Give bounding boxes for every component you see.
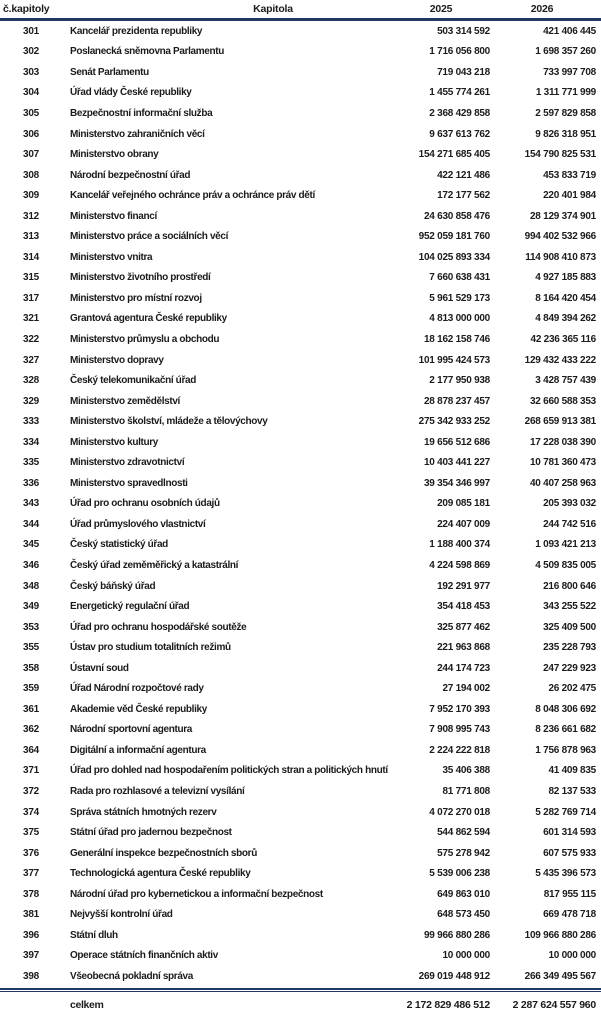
chapter-number-cell: 302 (22, 46, 40, 58)
amount-2025-cell: 24 630 858 476 (423, 210, 490, 222)
amount-2025-cell: 209 085 181 (437, 498, 490, 510)
amount-2025-cell: 648 573 450 (437, 909, 490, 921)
table-row (0, 535, 601, 556)
chapter-name-cell: Ministerstvo práce a sociálních věcí (70, 231, 229, 243)
amount-2026-cell: 453 833 719 (543, 169, 596, 181)
chapter-number-cell: 378 (22, 888, 40, 900)
amount-2026-cell: 32 660 588 353 (529, 395, 596, 407)
amount-2026-cell: 607 575 933 (543, 847, 596, 859)
amount-2026-cell: 1 093 421 213 (535, 539, 596, 551)
amount-2025-cell: 649 863 010 (437, 888, 490, 900)
chapter-number-cell: 334 (22, 436, 40, 448)
chapter-name-cell: Český úřad zeměměřický a katastrální (70, 559, 239, 571)
amount-2026-cell: 2 597 829 858 (535, 107, 596, 119)
amount-2025-cell: 9 637 613 762 (429, 128, 490, 140)
amount-2026-cell: 82 137 533 (548, 786, 596, 797)
table-header-row (0, 0, 601, 18)
chapter-name-cell: Ministerstvo zahraničních věcí (70, 128, 205, 140)
amount-2025-cell: 7 908 995 743 (429, 724, 490, 736)
chapter-name-cell: Kancelář prezidenta republiky (70, 25, 203, 37)
amount-2025-cell: 104 025 893 334 (418, 251, 490, 263)
chapter-name-cell: Ústav pro studium totalitních režimů (70, 642, 231, 654)
table-row (0, 925, 601, 946)
amount-2025-cell: 719 043 218 (437, 66, 490, 78)
chapter-name-cell: Technologická agentura České republiky (70, 868, 251, 880)
chapter-name-cell: Úřad Národní rozpočtové rady (70, 683, 204, 695)
amount-2025-cell: 503 314 592 (437, 25, 490, 37)
amount-2025-cell: 81 771 808 (442, 786, 490, 797)
table-body (0, 21, 601, 987)
amount-2025-cell: 544 862 594 (437, 827, 490, 839)
chapter-number-cell: 333 (22, 416, 40, 428)
chapter-name-cell: Ministerstvo zemědělství (70, 395, 180, 407)
table-row (0, 329, 601, 350)
chapter-name-cell: Poslanecká sněmovna Parlamentu (70, 46, 225, 58)
amount-2025-cell: 1 188 400 374 (429, 539, 490, 551)
table-row (0, 822, 601, 843)
table-row (0, 226, 601, 247)
amount-2025-cell: 269 019 448 912 (418, 970, 490, 982)
chapter-name-cell: Generální inspekce bezpečnostních sborů (70, 847, 257, 859)
total-label: celkem (70, 999, 104, 1012)
table-row (0, 884, 601, 905)
chapter-name-cell: Ministerstvo školství, mládeže a tělovýchovy (70, 416, 268, 428)
amount-2025-cell: 952 059 181 760 (418, 231, 490, 243)
amount-2025-cell: 1 455 774 261 (429, 87, 490, 99)
table-row (0, 42, 601, 63)
amount-2026-cell: 266 349 495 567 (524, 970, 596, 982)
amount-2026-cell: 4 509 835 005 (535, 559, 596, 571)
chapter-name-cell: Ministerstvo zdravotnictví (70, 457, 185, 469)
amount-2026-cell: 28 129 374 901 (529, 210, 596, 222)
amount-2025-cell: 192 291 977 (437, 580, 490, 592)
chapter-number-cell: 372 (22, 786, 40, 797)
amount-2026-cell: 669 478 718 (543, 909, 596, 921)
amount-2026-cell: 1 698 357 260 (535, 46, 596, 58)
amount-2025-cell: 10 403 441 227 (423, 457, 490, 469)
chapter-name-cell: Operace státních finančních aktiv (70, 950, 218, 962)
amount-2026-cell: 1 756 878 963 (535, 744, 596, 756)
chapter-number-cell: 376 (22, 847, 40, 859)
amount-2025-cell: 275 342 933 252 (418, 416, 490, 428)
amount-2026-cell: 26 202 475 (548, 683, 596, 695)
chapter-number-cell: 317 (22, 292, 40, 304)
chapter-number-cell: 336 (22, 477, 40, 489)
chapter-name-cell: Český statistický úřad (70, 539, 168, 551)
table-row (0, 206, 601, 227)
chapter-name-cell: Akademie věd České republiky (70, 703, 207, 715)
table-row (0, 617, 601, 638)
amount-2025-cell: 575 278 942 (437, 847, 490, 859)
chapter-number-cell: 362 (22, 724, 40, 736)
amount-2026-cell: 5 282 769 714 (535, 806, 596, 818)
chapter-name-cell: Správa státních hmotných rezerv (70, 806, 217, 818)
amount-2026-cell: 17 228 038 390 (529, 436, 596, 448)
table-row (0, 144, 601, 165)
amount-2026-cell: 220 401 984 (543, 190, 596, 202)
amount-2025-cell: 221 963 868 (437, 642, 490, 654)
chapter-number-cell: 353 (22, 621, 40, 633)
amount-2026-cell: 41 409 835 (548, 765, 596, 777)
chapter-name-cell: Úřad pro dohled nad hospodařením politických stran a politických hnutí (70, 765, 388, 777)
table-row (0, 740, 601, 761)
chapter-number-cell: 321 (22, 313, 40, 325)
chapter-number-cell: 381 (22, 909, 40, 921)
amount-2025-cell: 19 656 512 686 (423, 436, 490, 448)
chapter-name-cell: Úřad vlády České republiky (70, 87, 192, 99)
amount-2025-cell: 39 354 346 997 (423, 477, 490, 489)
amount-2026-cell: 109 966 880 286 (524, 929, 596, 941)
table-row (0, 720, 601, 741)
chapter-number-cell: 377 (22, 868, 40, 880)
chapter-number-cell: 361 (22, 703, 40, 715)
chapter-name-cell: Ministerstvo obrany (70, 149, 159, 161)
amount-2025-cell: 10 000 000 (442, 950, 490, 962)
table-row (0, 124, 601, 145)
table-row (0, 802, 601, 823)
chapter-number-cell: 308 (22, 169, 40, 181)
amount-2025-cell: 4 813 000 000 (429, 313, 490, 325)
table-row (0, 843, 601, 864)
amount-2026-cell: 268 659 913 381 (524, 416, 596, 428)
chapter-name-cell: Český báňský úřad (70, 580, 156, 592)
chapter-number-cell: 348 (22, 580, 40, 592)
chapter-number-cell: 303 (22, 66, 40, 78)
chapter-number-cell: 305 (22, 107, 40, 119)
amount-2026-cell: 114 908 410 873 (525, 251, 596, 263)
table-row (0, 658, 601, 679)
amount-2025-cell: 5 539 006 238 (429, 868, 490, 880)
amount-2025-cell: 99 966 880 286 (423, 929, 490, 941)
chapter-name-cell: Státní úřad pro jadernou bezpečnost (70, 827, 232, 839)
chapter-number-cell: 397 (22, 950, 40, 962)
chapter-name-cell: Rada pro rozhlasové a televizní vysílání (70, 786, 245, 797)
chapter-number-cell: 371 (22, 765, 40, 777)
chapter-number-cell: 301 (22, 25, 40, 37)
table-row (0, 411, 601, 432)
chapter-name-cell: Ministerstvo spravedlnosti (70, 477, 188, 489)
amount-2025-cell: 325 877 462 (437, 621, 490, 633)
amount-2026-cell: 129 432 433 222 (524, 354, 596, 366)
table-row (0, 165, 601, 186)
amount-2025-cell: 4 224 598 869 (429, 559, 490, 571)
amount-2026-cell: 10 000 000 (548, 950, 596, 962)
amount-2025-cell: 354 418 453 (437, 601, 490, 613)
table-row (0, 905, 601, 926)
amount-2026-cell: 1 311 771 999 (535, 87, 596, 99)
chapter-number-cell: 375 (22, 827, 40, 839)
amount-2026-cell: 5 435 396 573 (535, 868, 596, 880)
amount-2026-cell: 8 048 306 692 (535, 703, 596, 715)
total-row (0, 992, 601, 1018)
amount-2026-cell: 325 409 500 (543, 621, 596, 633)
chapter-name-cell: Úřad pro ochranu osobních údajů (70, 498, 220, 510)
table-row (0, 370, 601, 391)
amount-2026-cell: 154 790 825 531 (524, 149, 596, 161)
chapter-number-cell: 313 (22, 231, 40, 243)
chapter-number-cell: 359 (22, 683, 40, 695)
amount-2026-cell: 216 800 646 (543, 580, 596, 592)
table-row (0, 699, 601, 720)
amount-2026-cell: 421 406 445 (543, 25, 596, 37)
table-row (0, 21, 601, 42)
chapter-name-cell: Ministerstvo průmyslu a obchodu (70, 333, 220, 345)
chapter-number-cell: 358 (22, 662, 40, 674)
table-row (0, 288, 601, 309)
chapter-number-cell: 306 (22, 128, 40, 140)
chapter-number-cell: 346 (22, 559, 40, 571)
amount-2026-cell: 9 826 318 951 (535, 128, 596, 140)
chapter-name-cell: Ministerstvo vnitra (70, 251, 153, 263)
chapter-number-cell: 314 (22, 251, 40, 263)
chapter-number-cell: 329 (22, 395, 40, 407)
amount-2025-cell: 7 660 638 431 (429, 272, 490, 284)
amount-2026-cell: 994 402 532 966 (524, 231, 596, 243)
table-row (0, 946, 601, 967)
table-row (0, 781, 601, 802)
chapter-name-cell: Ústavní soud (70, 662, 129, 674)
chapter-number-cell: 355 (22, 642, 40, 654)
table-row (0, 391, 601, 412)
amount-2025-cell: 2 224 222 818 (429, 744, 490, 756)
table-row (0, 761, 601, 782)
chapter-name-cell: Grantová agentura České republiky (70, 313, 227, 325)
amount-2025-cell: 2 368 429 858 (429, 107, 490, 119)
chapter-name-cell: Digitální a informační agentura (70, 744, 206, 756)
table-row (0, 83, 601, 104)
amount-2026-cell: 4 849 394 262 (535, 313, 596, 325)
chapter-number-cell: 396 (22, 929, 40, 941)
amount-2026-cell: 235 228 793 (543, 642, 596, 654)
chapter-name-cell: Národní bezpečnostní úřad (70, 169, 191, 181)
amount-2025-cell: 2 177 950 938 (429, 375, 490, 387)
total-amount-2025: 2 172 829 486 512 (406, 999, 490, 1012)
chapter-name-cell: Národní úřad pro kybernetickou a informační bezpečnost (70, 888, 323, 900)
amount-2025-cell: 101 995 424 573 (418, 354, 490, 366)
chapter-number-cell: 349 (22, 601, 40, 613)
chapter-name-cell: Energetický regulační úřad (70, 601, 190, 613)
chapter-number-cell: 304 (22, 87, 40, 99)
amount-2025-cell: 4 072 270 018 (429, 806, 490, 818)
total-amount-2026: 2 287 624 557 960 (512, 999, 596, 1012)
amount-2026-cell: 10 781 360 473 (529, 457, 596, 469)
table-row (0, 494, 601, 515)
chapter-number-cell: 344 (22, 518, 40, 530)
chapter-number-cell: 309 (22, 190, 40, 202)
table-row (0, 473, 601, 494)
chapter-name-cell: Státní dluh (70, 929, 118, 941)
table-row (0, 268, 601, 289)
amount-2025-cell: 28 878 237 457 (423, 395, 490, 407)
chapter-name-cell: Všeobecná pokladní správa (70, 970, 193, 982)
chapter-name-cell: Ministerstvo financí (70, 210, 157, 222)
amount-2025-cell: 172 177 562 (437, 190, 490, 202)
chapter-number-cell: 345 (22, 539, 40, 551)
amount-2026-cell: 817 955 115 (543, 888, 596, 900)
table-row (0, 555, 601, 576)
amount-2026-cell: 8 236 661 682 (535, 724, 596, 736)
amount-2026-cell: 4 927 185 883 (535, 272, 596, 284)
table-row (0, 309, 601, 330)
chapter-number-cell: 374 (22, 806, 40, 818)
amount-2025-cell: 422 121 486 (437, 169, 490, 181)
amount-2025-cell: 154 271 685 405 (418, 149, 490, 161)
chapter-number-cell: 343 (22, 498, 40, 510)
amount-2025-cell: 18 162 158 746 (423, 333, 490, 345)
amount-2026-cell: 733 997 708 (543, 66, 596, 78)
chapter-name-cell: Bezpečnostní informační služba (70, 107, 213, 119)
chapter-number-cell: 328 (22, 375, 40, 387)
chapter-number-cell: 322 (22, 333, 40, 345)
chapter-number-cell: 312 (22, 210, 40, 222)
table-row (0, 514, 601, 535)
amount-2026-cell: 40 407 258 963 (529, 477, 596, 489)
amount-2026-cell: 205 393 032 (543, 498, 596, 510)
header-chapter-number: č.kapitoly (3, 3, 50, 15)
chapter-number-cell: 398 (22, 970, 40, 982)
amount-2025-cell: 35 406 388 (442, 765, 490, 777)
amount-2025-cell: 7 952 170 393 (429, 703, 490, 715)
header-year-2026: 2026 (530, 3, 554, 15)
amount-2026-cell: 244 742 516 (543, 518, 596, 530)
table-row (0, 350, 601, 371)
chapter-name-cell: Ministerstvo dopravy (70, 354, 164, 366)
table-row (0, 863, 601, 884)
table-row (0, 432, 601, 453)
chapter-name-cell: Ministerstvo pro místní rozvoj (70, 292, 202, 304)
chapter-name-cell: Ministerstvo kultury (70, 436, 159, 448)
table-row (0, 576, 601, 597)
header-chapter-name: Kapitola (253, 3, 293, 15)
chapter-number-cell: 364 (22, 744, 40, 756)
table-row (0, 452, 601, 473)
table-row (0, 966, 601, 987)
table-row (0, 103, 601, 124)
chapter-name-cell: Kancelář veřejného ochránce práv a ochránce práv dětí (70, 190, 315, 202)
amount-2026-cell: 3 428 757 439 (535, 375, 596, 387)
header-year-2025: 2025 (429, 3, 453, 15)
table-row (0, 596, 601, 617)
amount-2025-cell: 244 174 723 (437, 662, 490, 674)
table-row (0, 185, 601, 206)
chapter-number-cell: 315 (22, 272, 40, 284)
amount-2025-cell: 5 961 529 173 (429, 292, 490, 304)
chapter-number-cell: 307 (22, 149, 40, 161)
amount-2025-cell: 224 407 009 (437, 518, 490, 530)
chapter-name-cell: Ministerstvo životního prostředí (70, 272, 211, 284)
amount-2026-cell: 247 229 923 (543, 662, 596, 674)
chapter-name-cell: Senát Parlamentu (70, 66, 149, 78)
table-row (0, 679, 601, 700)
chapter-name-cell: Nejvyšší kontrolní úřad (70, 909, 173, 921)
table-row (0, 62, 601, 83)
table-row (0, 637, 601, 658)
amount-2025-cell: 27 194 002 (442, 683, 490, 695)
chapter-name-cell: Český telekomunikační úřad (70, 375, 196, 387)
chapter-name-cell: Národní sportovní agentura (70, 724, 193, 736)
table-row (0, 247, 601, 268)
amount-2026-cell: 8 164 420 454 (535, 292, 596, 304)
amount-2026-cell: 42 236 365 116 (530, 333, 596, 345)
chapter-number-cell: 327 (22, 354, 40, 366)
chapter-name-cell: Úřad pro ochranu hospodářské soutěže (70, 621, 247, 633)
amount-2026-cell: 601 314 593 (543, 827, 596, 839)
amount-2026-cell: 343 255 522 (543, 601, 596, 613)
chapter-name-cell: Úřad průmyslového vlastnictví (70, 518, 206, 530)
chapter-number-cell: 335 (22, 457, 40, 469)
amount-2025-cell: 1 716 056 800 (429, 46, 490, 58)
